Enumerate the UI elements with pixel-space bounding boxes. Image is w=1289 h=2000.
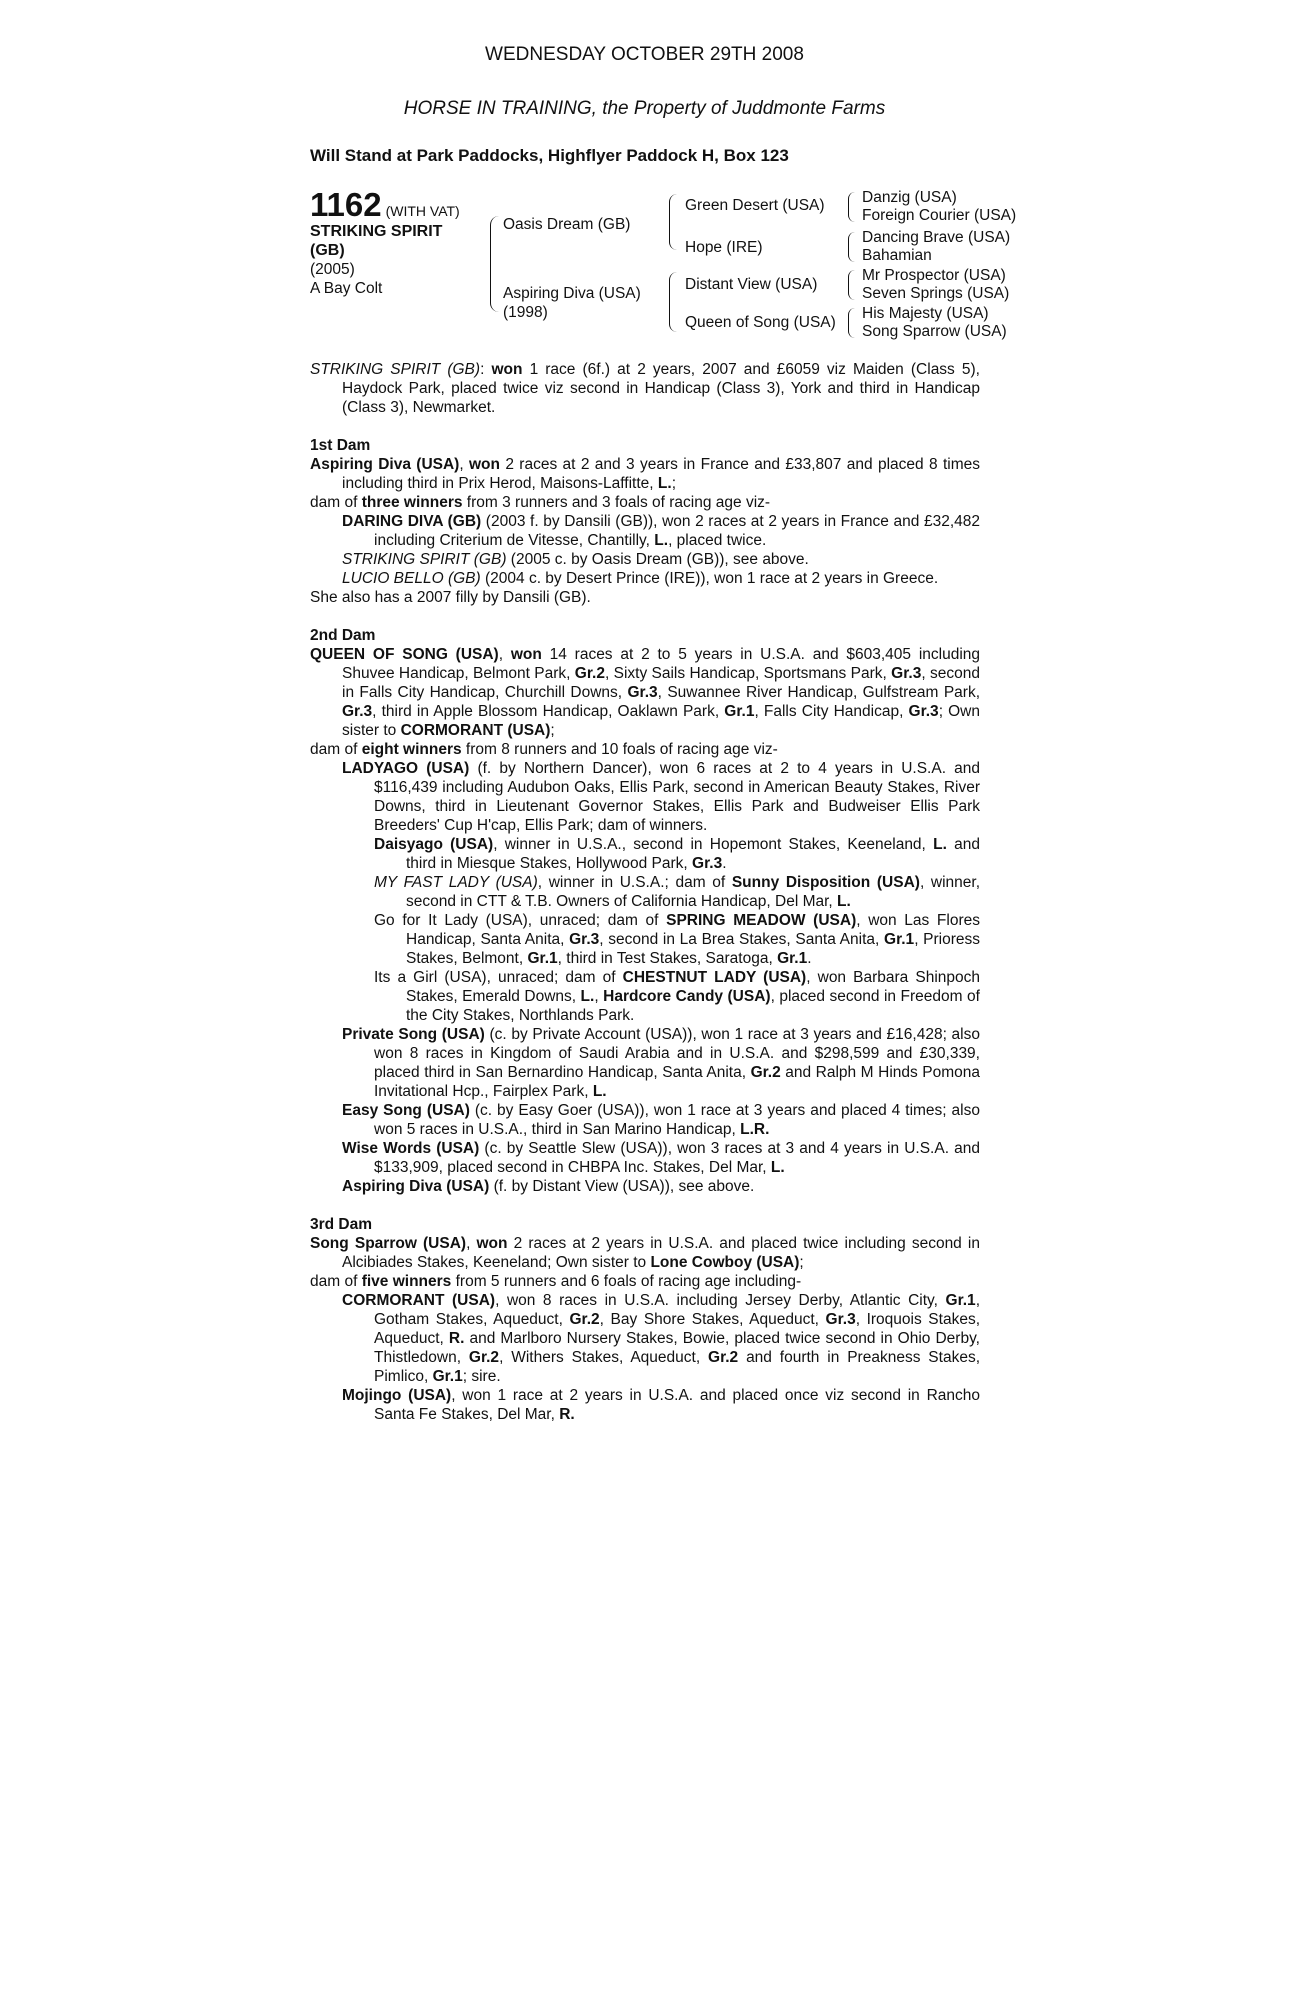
- wise-words-name: Wise Words (USA): [342, 1140, 480, 1157]
- text: , won 8 races in U.S.A. including Jersey Derby, Atlantic City,: [495, 1292, 938, 1309]
- pedigree-g3-3: Dancing Brave (USA): [862, 229, 1011, 246]
- grade: Gr.3: [891, 665, 922, 682]
- lone-cowboy-name: Lone Cowboy (USA): [650, 1254, 800, 1271]
- ladyago-text: (f. by Northern Dancer), won 6 races at 2 to 4 years in U.S.A. and $116,439 including Audubon Oaks, Ellis Park, second in American Beauty Stakes, River Downs, third in Lieutenant Governor Stakes, Ellis Park and Budweiser Ellis Park Breeders' Cup H'cap, Ellis Park; dam of winners.: [374, 760, 981, 834]
- lot-subtitle: HORSE IN TRAINING, the Property of Juddmonte Farms: [403, 98, 886, 119]
- produce-private-song: [310, 1025, 980, 1101]
- first-dam-end: ;: [671, 475, 676, 492]
- sire-dam-brace: [490, 216, 499, 312]
- first-dam-record: Aspiring Diva (USA), won 2 races at 2 and 3 years in France and £33,807 and placed 8 times including third in Prix Herod, Maisons-Laffitte, L.;: [310, 456, 980, 492]
- sunny-disposition-name: Sunny Disposition (USA): [731, 874, 920, 891]
- text: , Withers Stakes, Aqueduct,: [499, 1349, 701, 1366]
- daring-diva-name: DARING DIVA (GB): [342, 513, 482, 530]
- text: Go for It Lady (USA), unraced; dam of: [374, 912, 659, 929]
- first-dam-won: won: [469, 456, 500, 473]
- private-song-name: Private Song (USA): [342, 1026, 485, 1043]
- lot-number: 1162: [310, 186, 382, 223]
- striking-spirit-name: STRIKING SPIRIT (GB): [342, 551, 507, 568]
- spring-meadow-name: SPRING MEADOW (USA): [666, 912, 857, 929]
- produce-its-a-girl: [310, 968, 980, 1025]
- hardcore-candy-name: Hardcore Candy (USA): [603, 988, 771, 1005]
- grade: Gr.3: [627, 684, 658, 701]
- text: and Ralph M Hinds Pomona Invitational Hcp., Fairplex Park,: [374, 1064, 981, 1100]
- second-dam-heading: 2nd Dam: [310, 627, 376, 644]
- text: .: [722, 855, 727, 872]
- daring-diva-listed: L.: [654, 532, 669, 549]
- produce-daisyago: [310, 835, 980, 873]
- horse-name-suffix: (GB): [310, 242, 345, 259]
- grade: Gr.2: [569, 1311, 600, 1328]
- pedigree-g3-6: Seven Springs (USA): [862, 285, 1010, 302]
- stand-location: Will Stand at Park Paddocks, Highflyer Paddock H, Box 123: [310, 146, 789, 165]
- third-dam-record: Song Sparrow (USA), won 2 races at 2 years in U.S.A. and placed twice including second in Alcibiades Stakes, Keeneland; Own sister to Lone Cowboy (USA);: [310, 1235, 980, 1271]
- grade: L.: [580, 988, 595, 1005]
- sale-date: WEDNESDAY OCTOBER 29TH 2008: [485, 44, 804, 65]
- horse-name: STRIKING SPIRIT: [310, 223, 443, 240]
- text: , won Las Flores Handicap, Santa Anita,: [406, 912, 980, 948]
- dam-of-label: dam of: [310, 494, 358, 511]
- grade: L.: [837, 893, 851, 910]
- grade: Gr.2: [750, 1064, 781, 1081]
- dam-of-label: dam of: [310, 741, 358, 758]
- intro-horse-name: STRIKING SPIRIT (GB): [310, 361, 481, 378]
- second-dam-record: QUEEN OF SONG (USA), won 14 races at 2 to 5 years in U.S.A. and $603,405 including Shuvee Handicap, Belmont Park, Gr.2, Sixty Sails Handicap, Sportsmans Park, Gr.3, second in Falls City Handicap, Churchill Downs, Gr.3, Suwannee River Handicap, Gulfstream Park, Gr.3, third in Apple Blossom Handicap, Oaklawn Park, Gr.1, Falls City Handicap, Gr.3; Own sister to CORMORANT (USA);: [310, 646, 980, 739]
- text: , winner in U.S.A.; dam of: [537, 874, 726, 891]
- text: ,: [594, 988, 599, 1005]
- second-dam-winners-text: from 8 runners and 10 foals of racing age viz-: [465, 741, 778, 758]
- text: , third in Test Stakes, Saratoga,: [557, 950, 773, 967]
- grade: L.: [770, 1159, 785, 1176]
- easy-song-name: Easy Song (USA): [342, 1102, 470, 1119]
- produce-ladyago: [310, 759, 980, 835]
- text: , Suwannee River Handicap, Gulfstream Park,: [657, 684, 980, 701]
- produce-easy-song: [310, 1101, 980, 1139]
- lucio-bello-text: (2004 c. by Desert Prince (IRE)), won 1 race at 2 years in Greece.: [485, 570, 939, 587]
- pedigree-g3-7: His Majesty (USA): [862, 305, 989, 322]
- pedigree-g3-1: Danzig (USA): [862, 189, 957, 206]
- pedigree-g3-5: Mr Prospector (USA): [862, 267, 1006, 284]
- g3-brace-1: [848, 192, 855, 222]
- g3-brace-4: [848, 308, 855, 338]
- daring-diva-text: (2003 f. by Dansili (GB)), won 2 races at 2 years in France and £32,482 including Criterium de Vitesse, Chantilly,: [374, 513, 980, 549]
- grade: Gr.3: [908, 703, 939, 720]
- text: and third in Miesque Stakes, Hollywood Park,: [406, 836, 980, 872]
- text: , third in Apple Blossom Handicap, Oaklawn Park,: [372, 703, 720, 720]
- text: , second in La Brea Stakes, Santa Anita,: [599, 931, 880, 948]
- horse-year: (2005): [310, 261, 355, 278]
- grade: Gr.3: [692, 855, 723, 872]
- pedigree-g3-8: Song Sparrow (USA): [862, 323, 1007, 340]
- pedigree-g3-4: Bahamian: [862, 247, 932, 264]
- third-dam-name: Song Sparrow (USA): [310, 1235, 467, 1252]
- grade: Gr.1: [724, 703, 755, 720]
- dam-line-brace: [669, 272, 677, 332]
- pedigree-dam-year: (1998): [503, 304, 548, 321]
- produce-go-for-it-lady: [310, 911, 980, 968]
- grade: L.: [592, 1083, 607, 1100]
- text: , Bay Shore Stakes, Aqueduct,: [599, 1311, 819, 1328]
- produce-striking-spirit: [310, 550, 980, 569]
- text: .: [807, 950, 812, 967]
- intro-paragraph: STRIKING SPIRIT (GB): won 1 race (6f.) at 2 years, 2007 and £6059 viz Maiden (Class 5), Haydock Park, placed twice viz second in Handicap (Class 3), York and third in Handicap (Class 3), Newmarket.: [310, 361, 980, 416]
- third-dam-won: won: [476, 1235, 508, 1252]
- cormorant-name: CORMORANT (USA): [342, 1292, 496, 1309]
- text: , second in Falls City Handicap, Churchill Downs,: [342, 665, 980, 701]
- first-dam-winners-text: from 3 runners and 3 foals of racing age viz-: [466, 494, 771, 511]
- text: 2 races at 2 years in U.S.A. and placed twice including second in Alcibiades Stakes, Keeneland; Own sister to: [342, 1235, 980, 1271]
- pedigree-g3-2: Foreign Courier (USA): [862, 207, 1017, 224]
- text: (c. by Private Account (USA)), won 1 race at 3 years and £16,428; also won 8 races in Kingdom of Saudi Arabia and in U.S.A. and $298,599 and £30,339, placed third in San Bernardino Handicap, Santa Anita,: [374, 1026, 980, 1081]
- daring-diva-end: , placed twice.: [668, 532, 767, 549]
- grade: Gr.1: [777, 950, 808, 967]
- grade: Gr.2: [708, 1349, 739, 1366]
- grade: Gr.2: [574, 665, 605, 682]
- chestnut-lady-name: CHESTNUT LADY (USA): [622, 969, 807, 986]
- text: , won 1 race at 2 years in U.S.A. and placed once viz second in Rancho Santa Fe Stakes, Del Mar,: [374, 1387, 980, 1423]
- third-dam-produce-summary: [310, 1272, 980, 1291]
- grade: L.: [933, 836, 947, 853]
- text: ;: [799, 1254, 804, 1271]
- grade: Gr.3: [825, 1311, 856, 1328]
- text: , Sixty Sails Handicap, Sportsmans Park,: [604, 665, 887, 682]
- lucio-bello-name: LUCIO BELLO (GB): [342, 570, 481, 587]
- first-dam-text: 2 races at 2 and 3 years in France and £33,807 and placed 8 times including third in Prix Herod, Maisons-Laffitte,: [342, 456, 980, 492]
- striking-spirit-text: (2005 c. by Oasis Dream (GB)), see above.: [510, 551, 809, 568]
- third-dam-winners: five winners: [361, 1273, 452, 1290]
- dam-of-label: dam of: [310, 1273, 358, 1290]
- first-dam-heading: 1st Dam: [310, 437, 371, 454]
- daisyago-name: Daisyago (USA): [374, 836, 494, 853]
- first-dam-also: She also has a 2007 filly by Dansili (GB).: [310, 589, 591, 606]
- sire-line-brace: [669, 194, 677, 250]
- pedigree-dam: Aspiring Diva (USA): [503, 285, 641, 302]
- my-fast-lady-name: MY FAST LADY (USA): [374, 874, 538, 891]
- horse-description: A Bay Colt: [310, 280, 383, 297]
- produce-wise-words: [310, 1139, 980, 1177]
- produce-my-fast-lady: [310, 873, 980, 911]
- text: , Gotham Stakes, Aqueduct,: [374, 1292, 980, 1328]
- grade: Gr.1: [432, 1368, 463, 1385]
- second-dam-winners: eight winners: [361, 741, 462, 758]
- text: , winner in U.S.A., second in Hopemont Stakes, Keeneland,: [493, 836, 926, 853]
- intro-text: 1 race (6f.) at 2 years, 2007 and £6059 viz Maiden (Class 5), Haydock Park, placed twice viz second in Handicap (Class 3), York and third in Handicap (Class 3), Newmarket.: [342, 361, 980, 416]
- mojingo-name: Mojingo (USA): [342, 1387, 452, 1404]
- grade: Gr.2: [468, 1349, 500, 1366]
- lot-vat: (WITH VAT): [385, 203, 460, 219]
- text: (c. by Easy Goer (USA)), won 1 race at 3 years and placed 4 times; also won 5 races in U.S.A., third in San Marino Handicap,: [374, 1102, 980, 1138]
- first-dam-winners: three winners: [361, 494, 463, 511]
- second-dam-produce-summary: [310, 740, 980, 759]
- text: , Prioress Stakes, Belmont,: [406, 931, 981, 967]
- second-dam-name: QUEEN OF SONG (USA): [310, 646, 499, 663]
- produce-aspiring-diva: [310, 1177, 980, 1196]
- pedigree-sire-sire: Green Desert (USA): [685, 197, 825, 214]
- g3-brace-3: [848, 270, 855, 300]
- text: (f. by Distant View (USA)), see above.: [493, 1178, 755, 1195]
- third-dam-heading: 3rd Dam: [310, 1216, 373, 1233]
- text: 14 races at 2 to 5 years in U.S.A. and $603,405 including Shuvee Handicap, Belmont Park,: [342, 646, 980, 682]
- produce-daring-diva: [310, 512, 980, 550]
- second-dam-won: won: [510, 646, 542, 663]
- intro-won: won: [491, 361, 523, 378]
- text: , Falls City Handicap,: [754, 703, 904, 720]
- first-dam-name: Aspiring Diva (USA): [310, 456, 460, 473]
- sister-name: CORMORANT (USA): [400, 722, 551, 739]
- text: ; Own sister to: [342, 703, 980, 739]
- catalogue-body: [310, 360, 980, 1424]
- third-dam-winners-text: from 5 runners and 6 foals of racing age including-: [455, 1273, 802, 1290]
- pedigree-sire-dam: Hope (IRE): [685, 239, 763, 256]
- text: , won Barbara Shinpoch Stakes, Emerald Downs,: [406, 969, 981, 1005]
- grade: R.: [448, 1330, 465, 1347]
- aspiring-diva-name: Aspiring Diva (USA): [342, 1178, 490, 1195]
- lot-info: [310, 188, 490, 298]
- first-dam-produce-summary: [310, 493, 980, 512]
- grade: Gr.3: [569, 931, 600, 948]
- produce-cormorant: [310, 1291, 980, 1386]
- grade: L.R.: [740, 1121, 770, 1138]
- text: , winner, second in CTT & T.B. Owners of California Handicap, Del Mar,: [406, 874, 980, 910]
- grade: Gr.1: [884, 931, 915, 948]
- first-dam-listed: L.: [657, 475, 672, 492]
- ladyago-name: LADYAGO (USA): [342, 760, 470, 777]
- grade: Gr.3: [342, 703, 373, 720]
- text: ; sire.: [462, 1368, 501, 1385]
- grade: R.: [559, 1406, 575, 1423]
- text: and Marlboro Nursery Stakes, Bowie, placed twice second in Ohio Derby, Thistledown,: [374, 1330, 980, 1366]
- grade: Gr.1: [945, 1292, 976, 1309]
- text: Its a Girl (USA), unraced; dam of: [374, 969, 616, 986]
- text: (c. by Seattle Slew (USA)), won 3 races at 3 and 4 years in U.S.A. and $133,909, placed second in CHBPA Inc. Stakes, Del Mar,: [374, 1140, 980, 1176]
- text: ;: [550, 722, 555, 739]
- pedigree-sire: Oasis Dream (GB): [503, 216, 631, 233]
- text: and fourth in Preakness Stakes, Pimlico,: [374, 1349, 981, 1385]
- pedigree-dam-sire: Distant View (USA): [685, 276, 818, 293]
- pedigree-dam-dam: Queen of Song (USA): [685, 314, 836, 331]
- text: , placed second in Freedom of the City Stakes, Northlands Park.: [406, 988, 980, 1024]
- g3-brace-2: [848, 232, 855, 262]
- text: , Iroquois Stakes, Aqueduct,: [374, 1311, 980, 1347]
- produce-mojingo: [310, 1386, 980, 1424]
- produce-lucio-bello: [310, 569, 980, 588]
- grade: Gr.1: [527, 950, 558, 967]
